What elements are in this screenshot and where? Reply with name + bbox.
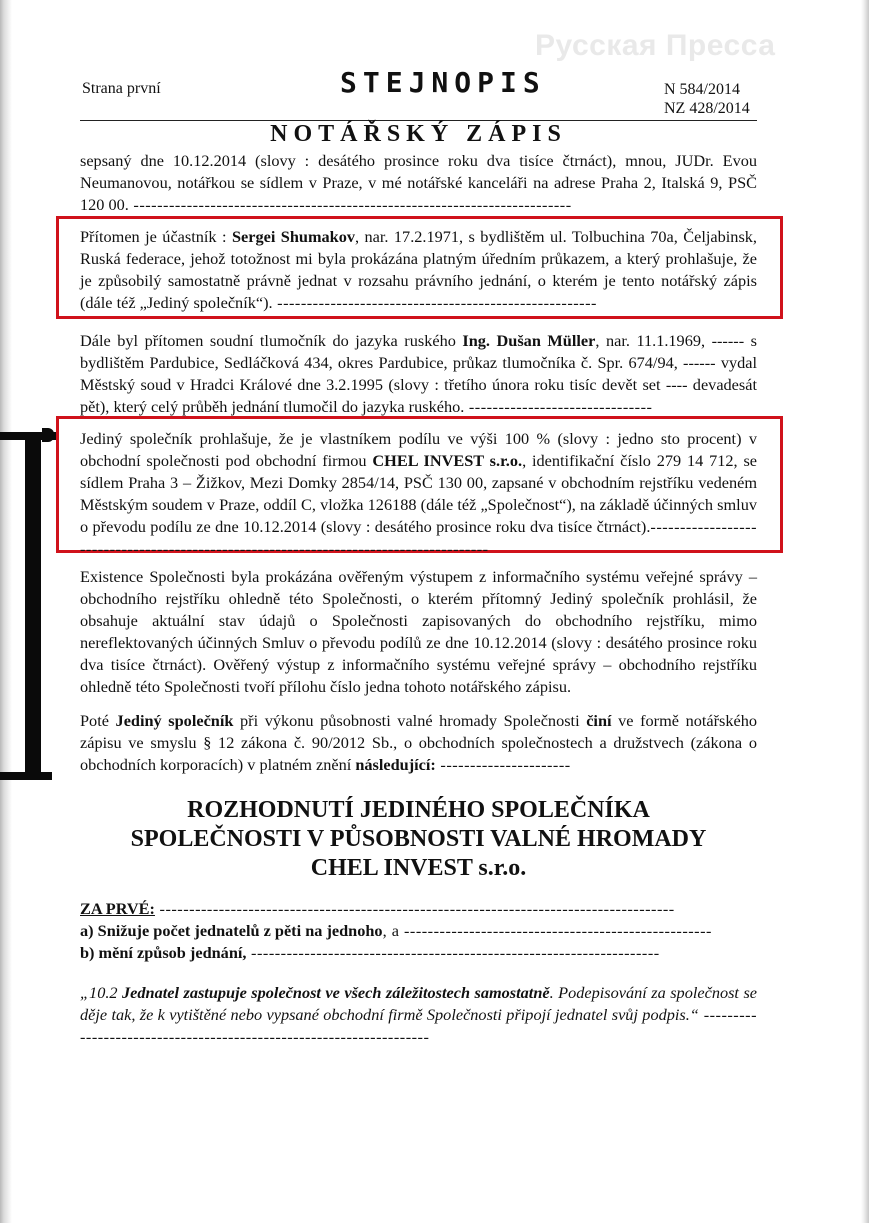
share-dashes: --------------------------------------------------------------------------------------- [80,517,757,558]
quote-paragraph [80,982,757,1048]
scan-edge-right [861,0,869,1223]
decision-line-1: ROZHODNUTÍ JEDINÉHO SPOLEČNÍKA [187,797,650,823]
then-dashes: ---------------------- [435,755,571,774]
share-post: , identifikační číslo 279 14 712, se sídlem Praha 3 – Žižkov, Mezi Domky 2854/14, PSČ 130 00, zapsané v obchodním rejstříku vedeném Městským soudem v Praze, oddíl C, vložka 126188 (dále též „Společnost“), na základě účinných smluv o převodu podílu ze dne 10.12.2014 (slovy : desátého prosince roku dva tisíce čtrnáct). [80,451,758,536]
first-item-b-tail: --------------------------------------------------------------------- [246,943,660,962]
page-label: Strana první [82,80,161,97]
interpreter-post: , nar. 11.1.1969, ------ s bydlištěm Pardubice, Sedláčková 434, okres Pardubice, průkaz tlumočníka č. Spr. 674/94, ------ vydal Městský soud v Hradci Králové dne 3.2.1995 (slovy : třetího února roku tisíc devět set ---- devadesát pět), který celý průběh jednání tlumočil do jazyka ruského. [80,331,757,416]
stamp-stejnopis: STEJNOPIS [340,66,546,99]
quote-rest: . Podepisování za společnost se děje tak, že k vytištěné nebo vypsané obchodní firmě Společnosti připojí jednatel svůj podpis.“ [80,983,758,1024]
first-item-b: b) mění způsob jednání, [80,943,247,962]
interpreter-paragraph [80,330,757,418]
quote-dashes: -------------------------------------------------------------------- [80,1005,757,1046]
interpreter-pre: Dále byl přítomen soudní tlumočník do jazyka ruského [80,331,463,350]
first-item-a: a) Snižuje počet jednatelů z pěti na jednoho [80,921,383,940]
first-section [80,898,757,964]
interpreter-name: Ing. Dušan Müller [462,331,596,350]
margin-bracket-nub [42,428,54,442]
watermark: Русская Пресса [535,29,776,62]
share-paragraph [80,428,757,560]
participant-post: , nar. 17.2.1971, s bydlištěm ul. Tolbuchina 70a, Čeljabinsk, Ruská federace, jehož totožnost mi byla prokázána platným úředním průkazem, a který prohlašuje, že je způsobilý samostatně právně jednat v rozsahu právního jednání, o kterém je tento notářský zápis (dále též „Jediný společník“). [80,227,757,312]
participant-pre: Přítomen je účastník : [80,227,232,246]
interpreter-dashes: ------------------------------- [464,397,653,416]
then-p1: Poté [80,711,116,730]
existence-paragraph [80,566,757,698]
document-title: NOTÁŘSKÝ ZÁPIS [270,121,567,147]
reference-numbers [664,80,750,118]
then-b2: činí [586,711,612,730]
then-b3: následující: [355,755,436,774]
participant-paragraph [80,226,757,314]
quote-open: „10.2 [80,983,123,1002]
decision-heading [80,796,757,883]
intro-text: sepsaný dne 10.12.2014 (slovy : desátého prosince roku dva tisíce čtrnáct), mnou, JUDr. Evou Neumanovou, notářkou se sídlem v Praze, v mé notářské kanceláři na adrese Praha 2, Italská 9, PSČ 120 00. [80,151,757,214]
decision-line-2: SPOLEČNOSTI V PŮSOBNOSTI VALNÉ HROMADY [130,826,707,852]
participant-name: Sergei Shumakov [231,227,356,246]
then-b1: Jediný společník [115,711,234,730]
then-p2: při výkonu působnosti valné hromady Společnosti [233,711,587,730]
participant-dashes: ------------------------------------------------------ [272,293,597,312]
margin-bracket-bottom [0,772,52,780]
then-paragraph [80,710,757,776]
scan-edge-left [0,0,12,1223]
first-item-a-tail: , a ---------------------------------------------------- [382,921,712,940]
ref-n: N 584/2014 [664,81,740,98]
first-dashes: --------------------------------------------------------------------------------------- [154,899,675,918]
intro-dashes: -------------------------------------------------------------------------- [128,195,572,214]
first-label: ZA PRVÉ: [80,899,155,918]
decision-line-3: CHEL INVEST s.r.o. [310,855,527,881]
then-p3: ve formě notářského zápisu ve smyslu § 12 zákona č. 90/2012 Sb., o obchodních společnostech a družstvech (zákona o obchodních korporacích) v platném znění [80,711,758,774]
share-pre: Jediný společník prohlašuje, že je vlastníkem podílu ve výši 100 % (slovy : jedno sto procent) v obchodní společnosti pod obchodní firmou [80,429,757,470]
intro-paragraph [80,150,757,216]
existence-text: Existence Společnosti byla prokázána ověřeným výstupem z informačního systému veřejné správy – obchodního rejstříku ohledně této Společnosti, o kterém přítomný Jediný společník prohlásil, že obsahuje aktuální stav údajů o Společnosti zapisovaných do obchodního rejstříku, mimo nereflektovaných účinných Smluv o převodu podílů ze dne 10.12.2014 (slovy : desátého prosince roku dva tisíce čtrnáct). Ověřený výstup z informačního systému veřejné správy – obchodního rejstříku ohledně této Společnosti tvoří přílohu číslo jedna tohoto notářského zápisu. [80,567,757,696]
ref-nz: NZ 428/2014 [664,100,750,117]
quote-bold: Jednatel zastupuje společnost ve všech záležitostech samostatně [122,983,550,1002]
margin-bracket [25,438,41,776]
share-company: CHEL INVEST s.r.o. [372,451,523,470]
